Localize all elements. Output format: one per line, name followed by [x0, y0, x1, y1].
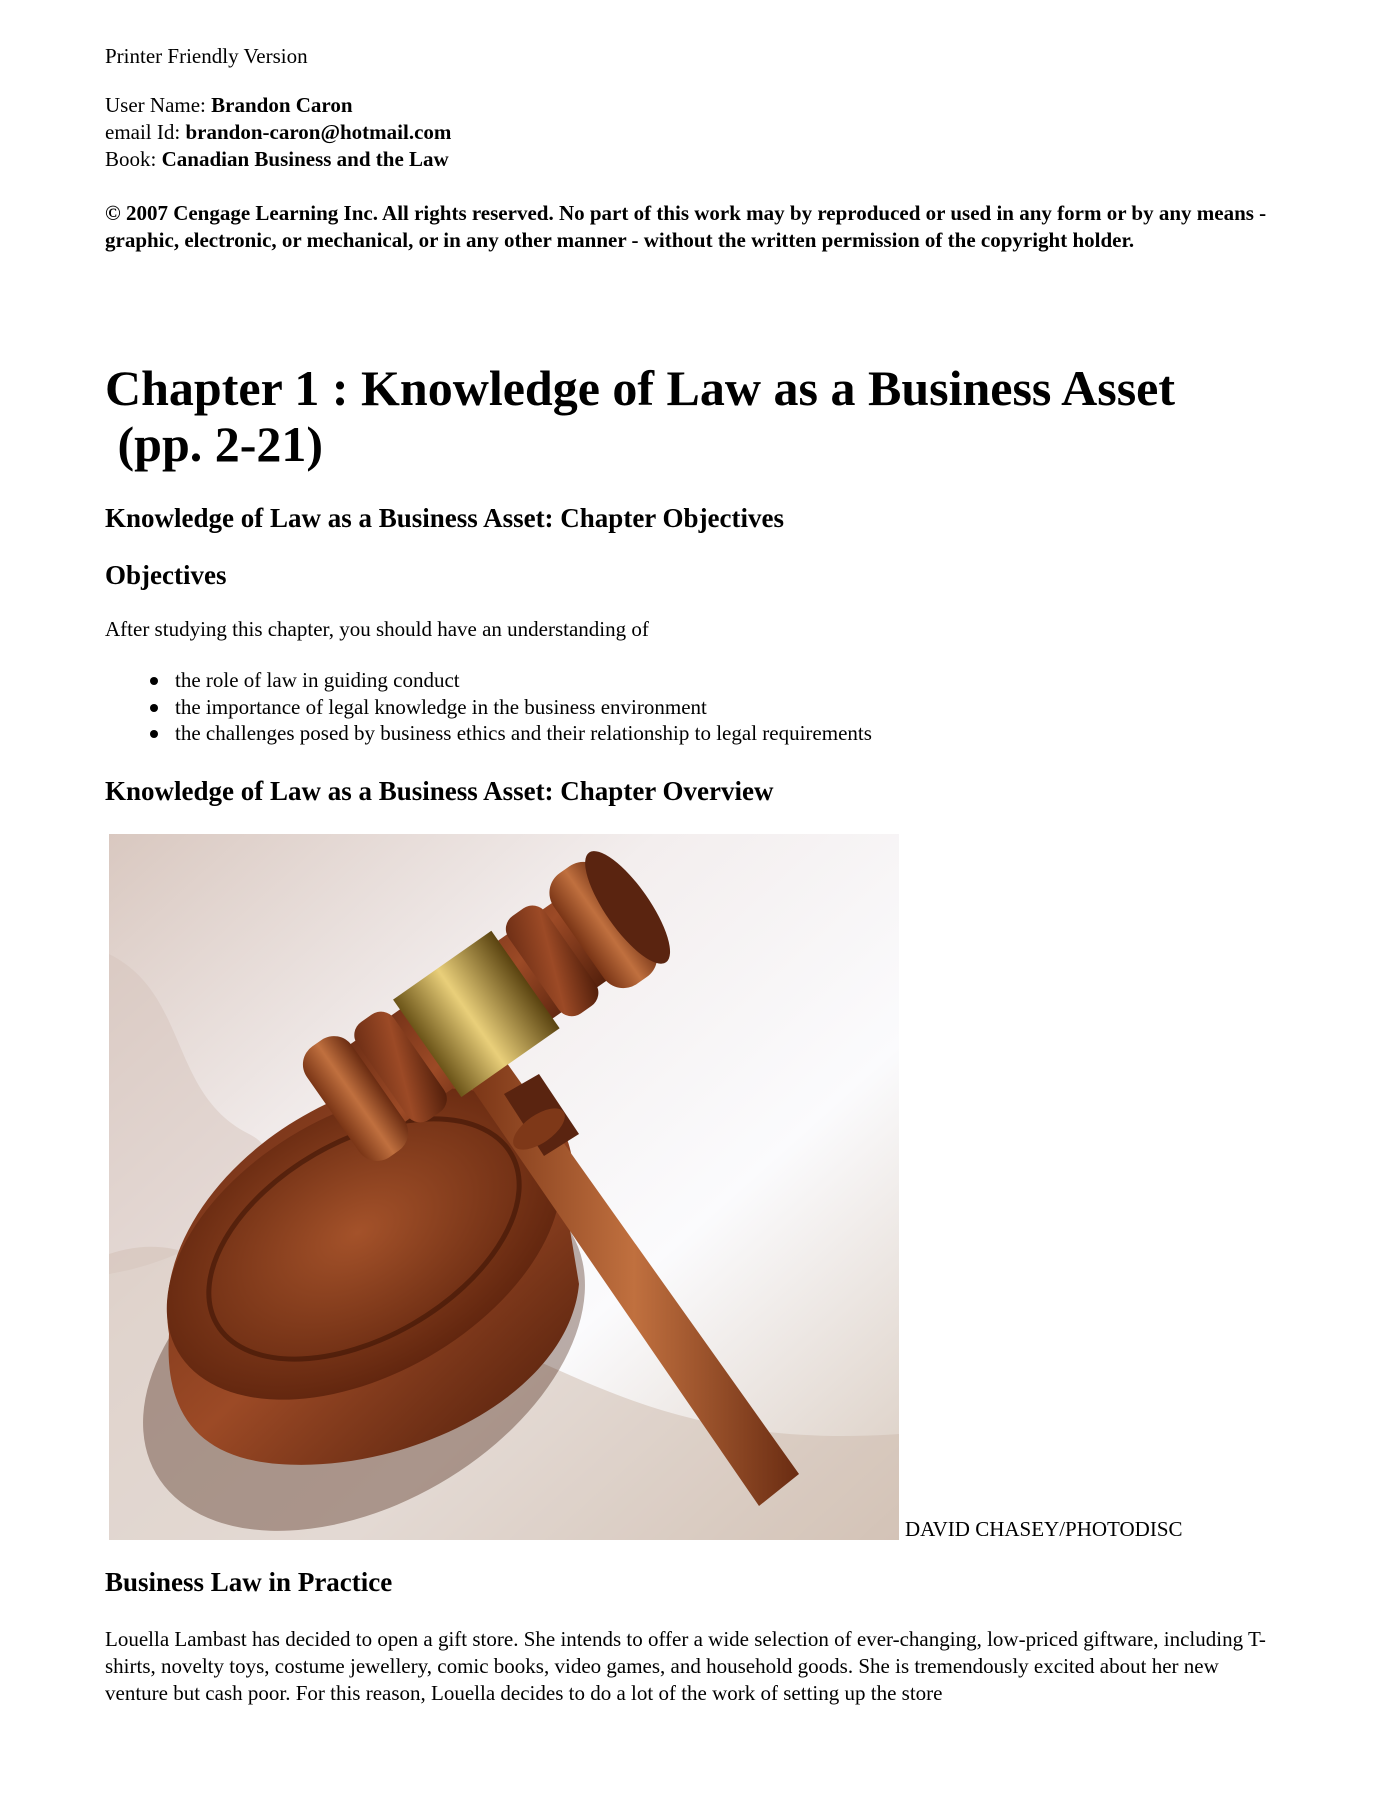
user-name-row — [105, 92, 451, 119]
email-row — [105, 119, 451, 146]
chapter-title — [105, 360, 1285, 472]
practice-heading: Business Law in Practice — [105, 1567, 393, 1597]
photo-credit: DAVID CHASEY/PHOTODISC — [905, 1517, 1183, 1541]
printer-friendly-label: Printer Friendly Version — [105, 44, 308, 68]
objectives-list — [105, 667, 872, 747]
practice-paragraph: Louella Lambast has decided to open a gift store. She intends to offer a wide selection of ever-changing, low-priced giftware, including T-shirts, novelty toys, costume jewellery, comic books, video games, and household goods. She is tremendously excited about her new venture but cash poor. For this reason, Louella decides to do a lot of the work of setting up the store — [105, 1627, 1266, 1705]
list-item: the importance of legal knowledge in the business environment — [175, 694, 872, 721]
gavel-photo — [109, 834, 899, 1540]
user-meta — [105, 92, 451, 173]
objectives-heading: Knowledge of Law as a Business Asset: Chapter Objectives — [105, 503, 785, 533]
email-value: brandon-caron@hotmail.com — [185, 120, 452, 144]
list-item: the challenges posed by business ethics and their relationship to legal requirements — [175, 721, 872, 745]
list-item: the role of law in guiding conduct — [175, 667, 872, 694]
overview-heading: Knowledge of Law as a Business Asset: Chapter Overview — [105, 776, 774, 806]
chapter-title-pages: (pp. 2-21) — [105, 416, 324, 472]
chapter-title-line1: Chapter 1 : Knowledge of Law as a Business Asset — [105, 360, 1175, 416]
objectives-intro: After studying this chapter, you should have an understanding of — [105, 617, 649, 641]
email-label: email Id: — [105, 120, 186, 144]
book-label: Book: — [105, 147, 162, 171]
copyright-notice: © 2007 Cengage Learning Inc. All rights reserved. No part of this work may by reproduced or used in any form or by any means - graphic, electronic, or mechanical, or in any other manner - without the written permission of the copyright holder. — [105, 201, 1267, 252]
book-value: Canadian Business and the Law — [161, 147, 449, 171]
user-name-label: User Name: — [105, 93, 212, 117]
objectives-subheading: Objectives — [105, 560, 227, 590]
user-name-value: Brandon Caron — [211, 93, 353, 117]
book-row — [105, 146, 451, 173]
